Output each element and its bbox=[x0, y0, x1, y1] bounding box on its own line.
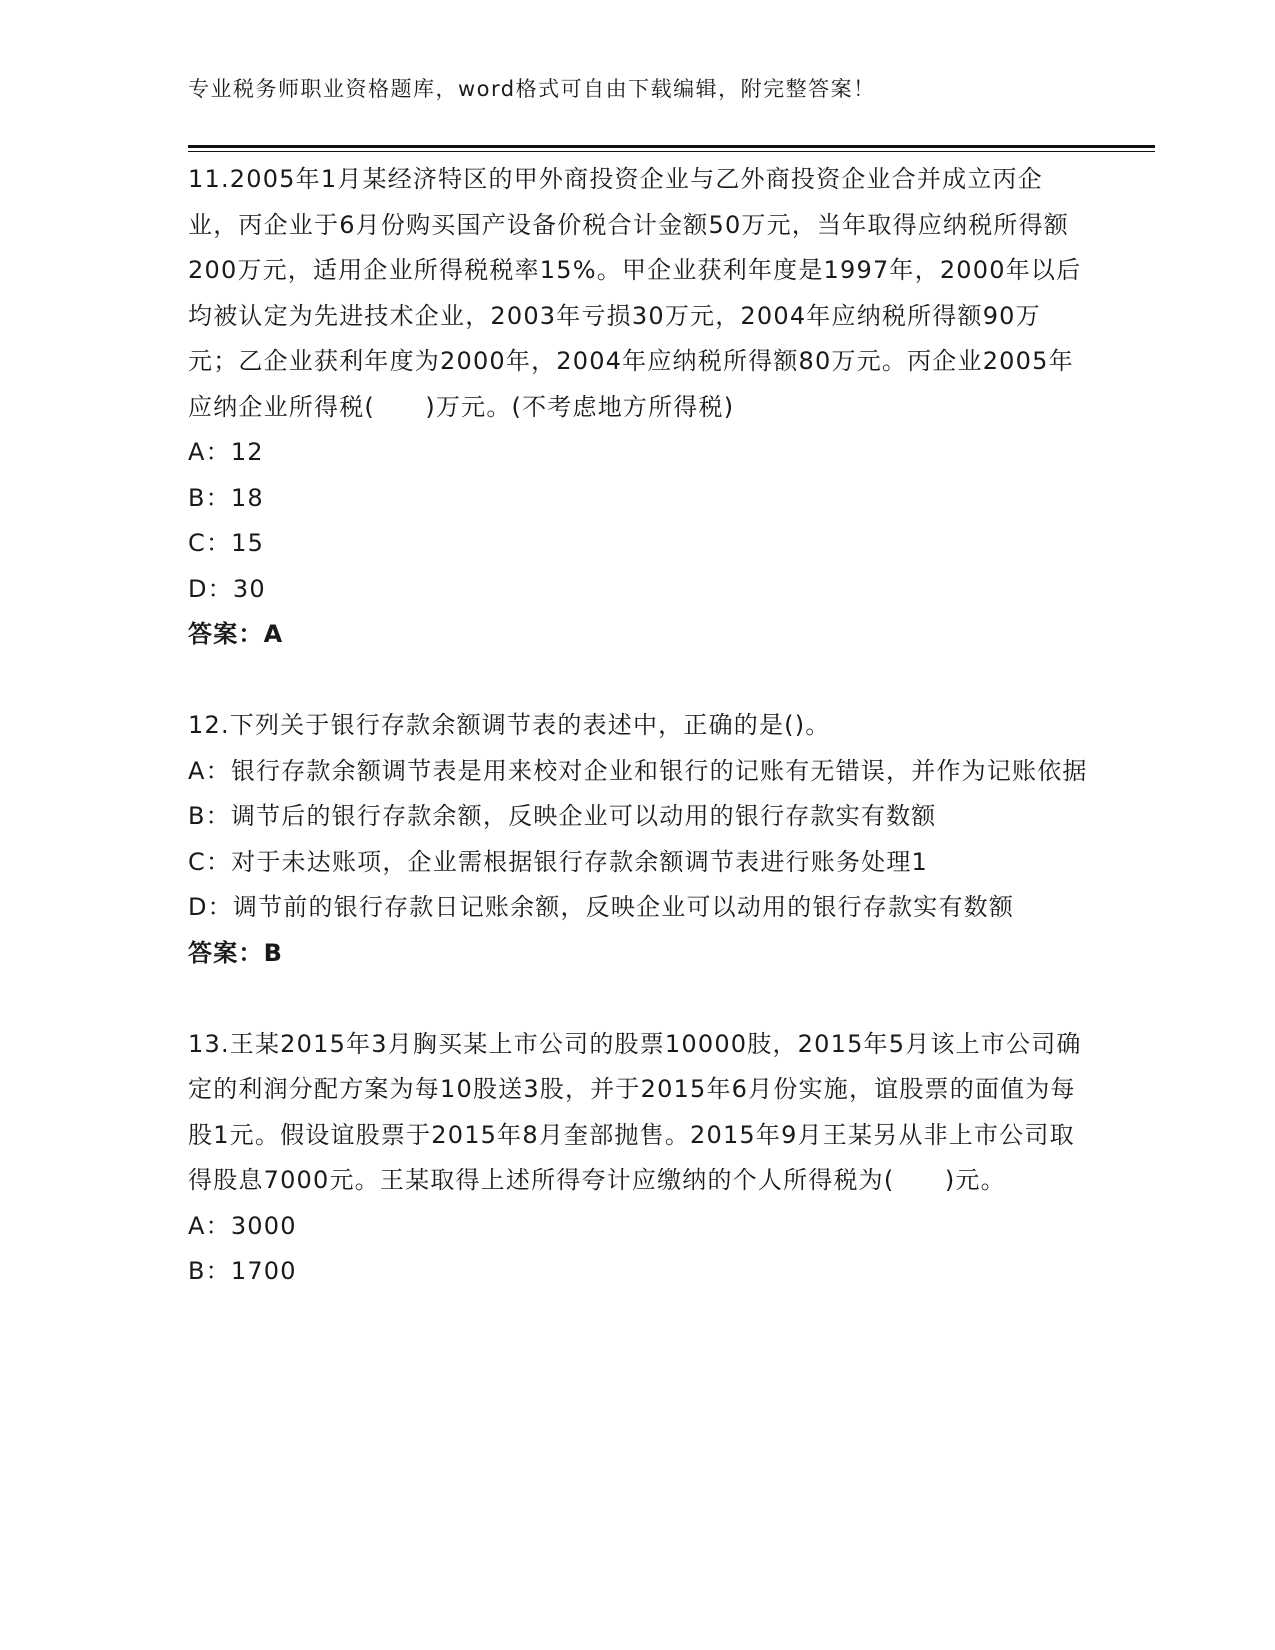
option-a: A：3000 bbox=[188, 1211, 297, 1240]
question-11 bbox=[188, 157, 1088, 658]
document-header: 专业税务师职业资格题库，word格式可自由下载编辑，附完整答案！ bbox=[188, 77, 876, 101]
answer-label: 答案：B bbox=[188, 938, 284, 967]
header-rule-thin bbox=[188, 151, 1155, 152]
option-d: D：调节前的银行存款日记账余额，反映企业可以动用的银行存款实有数额 bbox=[188, 893, 1015, 921]
question-content bbox=[188, 157, 1088, 1295]
option-b: B：18 bbox=[188, 483, 264, 512]
option-b: B：调节后的银行存款余额，反映企业可以动用的银行存款实有数额 bbox=[188, 802, 937, 830]
header-rule-thick bbox=[188, 145, 1155, 148]
question-12 bbox=[188, 703, 1088, 976]
option-c: C：15 bbox=[188, 529, 265, 557]
option-a: A：12 bbox=[188, 438, 264, 466]
option-a: A：银行存款余额调节表是用来校对企业和银行的记账有无错误，并作为记账依据 bbox=[188, 756, 1088, 785]
option-b: B：1700 bbox=[188, 1257, 297, 1285]
answer-label: 答案：A bbox=[188, 620, 284, 648]
question-spacer bbox=[188, 658, 1088, 704]
question-spacer bbox=[188, 976, 1088, 1022]
question-13 bbox=[188, 1022, 1088, 1295]
option-d: D：30 bbox=[188, 574, 266, 603]
option-c: C：对于未达账项，企业需根据银行存款余额调节表进行账务处理1 bbox=[188, 847, 929, 876]
question-stem: 13.王某2015年3月胸买某上市公司的股票10000肢，2015年5月该上市公司确定的利润分配方案为每10股送3股，并于2015年6月份实施，谊股票的面值为每股1元。假设谊股票于2015年8月奎部抛售。2015年9月王某另从非上市公司取得股息7000元。王某取得上述所得夸计应缴纳的个人所得税为( )元。 bbox=[188, 1029, 1082, 1194]
question-stem: 12.下列关于银行存款余额调节表的表述中，正确的是()。 bbox=[188, 711, 831, 739]
question-stem: 11.2005年1月某经济特区的甲外商投资企业与乙外商投资企业合并成立丙企业，丙企业于6月份购买国产设备价税合计金额50万元，当年取得应纳税所得额200万元，适用企业所得税税率15%。甲企业获利年度是1997年，2000年以后均被认定为先进技术企业，2003年亏损30万元，2004年应纳税所得额90万元；乙企业获利年度为2000年，2004年应纳税所得额80万元。丙企业2005年应纳企业所得税( )万元。(不考虑地方所得税) bbox=[188, 165, 1082, 421]
